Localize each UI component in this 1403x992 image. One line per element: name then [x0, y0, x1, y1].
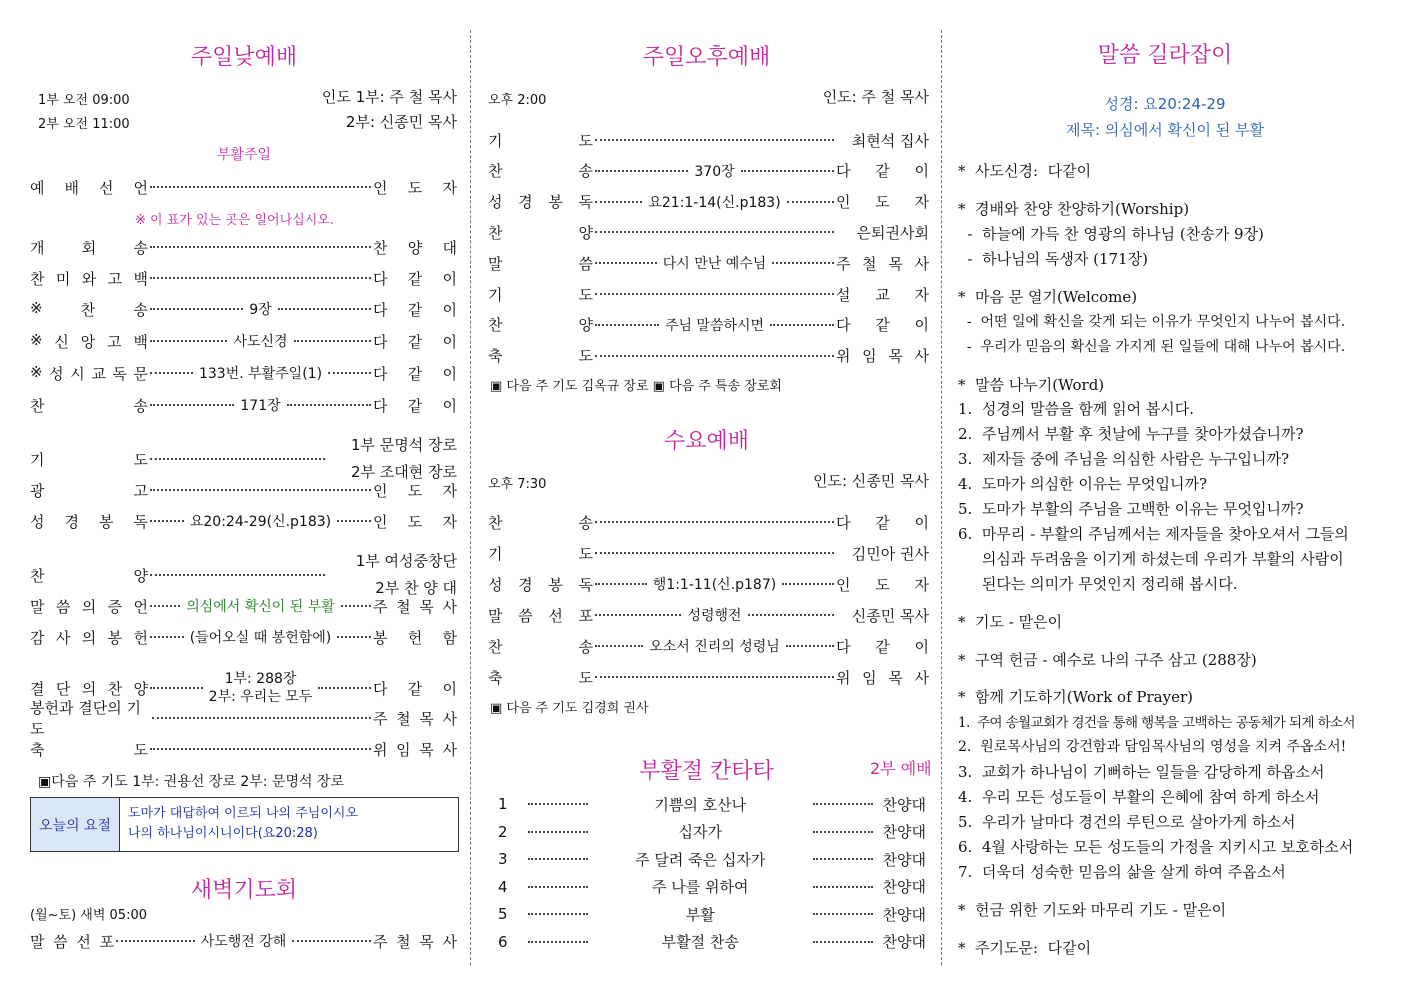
wednesday-title: 수요예배	[663, 429, 749, 454]
afternoon-order-item: 찬 송	[488, 162, 593, 181]
sunday-order-leader-name: 다 같 이	[373, 679, 457, 698]
wednesday-order-item: 찬 송	[488, 637, 593, 656]
sunday-order-item: 광 고	[30, 481, 148, 500]
wednesday-order-leader	[593, 552, 836, 554]
cantata-performer: 찬양대	[882, 878, 926, 896]
sunday-order-leader	[148, 246, 373, 248]
guide-title: 말씀 길라잡이	[1097, 43, 1233, 68]
cantata-performer: 찬양대	[882, 905, 926, 924]
sunday-order-leader	[148, 670, 373, 706]
sunday-order-leader	[148, 363, 373, 383]
sunday-order-leader	[150, 717, 373, 719]
afternoon-order-leader	[593, 355, 836, 357]
dawn-leader-name: 주 철 목 사	[373, 932, 457, 951]
column-divider-2	[941, 30, 942, 965]
wednesday-order-leader	[593, 676, 836, 678]
sunday-order-item: 찬 미 와 고 백	[30, 269, 148, 288]
wednesday-order-item: 찬 송	[488, 513, 593, 532]
cantata-performer: 찬양대	[882, 823, 926, 841]
today-verse-text	[120, 798, 366, 851]
guide-line: - 하나님의 독생자 (171장)	[958, 250, 1148, 268]
afternoon-order-leader	[593, 192, 836, 212]
sunday-order-item: ※ 찬 송	[30, 298, 148, 319]
guide-line: 5. 우리가 날마다 경건의 루틴으로 살아가게 하소서	[958, 813, 1296, 831]
sunday-order-leader	[148, 458, 327, 460]
wednesday-order-leader-name: 김민아 권사	[851, 544, 929, 563]
afternoon-lead: 인도: 주 철 목사	[822, 88, 929, 106]
guide-line: 3. 제자들 중에 주님을 의심한 사람은 누구입니까?	[958, 450, 1290, 468]
afternoon-order-leader	[593, 139, 836, 141]
sunday-order-detail: 9장	[249, 302, 272, 318]
wednesday-order-row	[488, 665, 929, 689]
sunday-order-item: ※ 성 시 교 독 문	[30, 362, 148, 383]
sunday-order-item: 개 회 송	[30, 238, 148, 257]
sunday-order-row	[30, 478, 457, 502]
sunday-order-leader	[148, 574, 327, 576]
cantata-leader	[813, 886, 873, 888]
sunday-order-row	[30, 550, 457, 600]
cantata-leader	[528, 803, 588, 805]
cantata-performer: 찬양대	[882, 850, 926, 869]
guide-line: 7. 더욱더 성숙한 믿음의 삶을 살게 하여 주옵소서	[958, 863, 1286, 881]
afternoon-order-row	[488, 220, 929, 244]
guide-heading: * 경배와 찬양 찬양하기(Worship)	[958, 200, 1190, 218]
guide-heading: * 사도신경: 다같이	[958, 162, 1092, 180]
sunday-order-leader-name: 인 도 자	[373, 512, 457, 531]
wednesday-order-leader	[593, 574, 836, 594]
guide-line: - 하늘에 가득 찬 영광의 하나님 (찬송가 9장)	[958, 225, 1264, 243]
sunday-order-row	[30, 235, 457, 259]
afternoon-order-item: 찬 양	[488, 223, 593, 242]
cantata-leader	[528, 858, 588, 860]
sunday-order-detail: 사도신경	[233, 334, 288, 350]
guide-line: 6. 4월 사랑하는 모든 성도들의 가정을 지키시고 보호하소서	[958, 838, 1354, 856]
cantata-item	[498, 792, 926, 816]
sunday-order-leader-name: 1부 문명석 장로 2부 조대현 장로	[350, 436, 457, 481]
sunday-order-leader	[148, 277, 373, 279]
cantata-tag: 2부 예배	[870, 759, 932, 778]
sunday-order-leader-name: 찬 양 대	[373, 238, 457, 257]
sunday-order-leader	[148, 395, 373, 415]
cantata-item	[498, 820, 926, 844]
wednesday-order-leader-name: 다 같 이	[836, 637, 929, 656]
sunday-order-leader-name: 위 임 목 사	[373, 740, 457, 759]
sunday-order-leader-name: 주 철 목 사	[373, 709, 457, 728]
sunday-order-item: 찬 송	[30, 396, 148, 415]
sunday-order-row	[30, 266, 457, 290]
afternoon-time: 오후 2:00	[488, 93, 547, 108]
afternoon-order-item: 축 도	[488, 347, 593, 366]
cantata-leader	[813, 941, 873, 943]
cantata-leader	[813, 913, 873, 915]
afternoon-order-detail: 370장	[694, 163, 735, 180]
today-verse-box	[30, 797, 459, 852]
cantata-number: 4	[498, 877, 508, 896]
afternoon-order-detail: 요21:1-14(신.p183)	[648, 194, 781, 211]
wednesday-order-item: 말 씀 선 포	[488, 606, 593, 625]
sunday-order-item: 봉헌과 결단의 기도	[30, 699, 141, 738]
sunday-order-item: 축 도	[30, 740, 148, 759]
dawn-time: (월~토) 새벽 05:00	[30, 908, 147, 923]
sunday-order-leader	[148, 299, 373, 319]
cantata-leader	[528, 886, 588, 888]
afternoon-order-leader-name: 최현석 집사	[851, 131, 929, 150]
sunday-order-row	[30, 361, 457, 385]
sunday-order-leader	[148, 489, 373, 491]
wednesday-order-detail: 오소서 진리의 성령님	[649, 639, 780, 655]
guide-line: 의심과 두려움을 이기게 하셨는데 우리가 부활의 사람이	[958, 550, 1344, 568]
lead-2: 2부: 신종민 목사	[345, 113, 457, 131]
guide-heading: * 구역 헌금 - 예수로 나의 구주 삼고 (288장)	[958, 651, 1257, 669]
sunday-order-leader	[148, 627, 373, 647]
wednesday-order-leader-name: 인 도 자	[836, 575, 929, 594]
sunday-order-row	[30, 509, 457, 533]
afternoon-order-leader	[593, 231, 836, 233]
sunday-order-leader-name: 다 같 이	[373, 364, 457, 383]
sunday-order-detail: 171장	[240, 398, 281, 414]
afternoon-order-leader-name: 인 도 자	[836, 193, 929, 212]
dawn-prayer-title: 새벽기도회	[190, 878, 298, 903]
afternoon-order-leader	[593, 161, 836, 181]
sunday-morning-title: 주일낮예배	[190, 45, 298, 70]
guide-topic: 제목: 의심에서 확신이 된 부활	[1065, 121, 1264, 139]
wednesday-order-leader-name: 위 임 목 사	[836, 668, 929, 687]
stand-note: ※ 이 표가 있는 곳은 일어나십시오.	[135, 213, 334, 228]
wednesday-order-row	[488, 634, 929, 658]
sunday-subtitle: 부활주일	[216, 147, 272, 163]
cantata-song: 주 나를 위하여	[652, 878, 749, 896]
sunday-order-item: ※ 신 앙 고 백	[30, 330, 148, 351]
afternoon-order-leader-name: 다 같 이	[836, 316, 929, 335]
guide-line: 된다는 의미가 무엇인지 정리해 봅시다.	[958, 575, 1238, 593]
sunday-order-item: 예 배 선 언	[30, 178, 148, 197]
guide-line: 5. 도마가 부활의 주님을 고백한 이유는 무엇입니까?	[958, 500, 1304, 518]
afternoon-order-row	[488, 344, 929, 368]
wednesday-order-leader	[593, 605, 836, 625]
wednesday-next: ▣ 다음 주 기도 김경희 권사	[490, 701, 649, 716]
cantata-performer: 찬양대	[882, 795, 926, 814]
afternoon-order-leader	[593, 253, 836, 273]
cantata-leader	[813, 831, 873, 833]
wednesday-order-row	[488, 510, 929, 534]
cantata-performer: 찬양대	[882, 933, 926, 951]
cantata-leader	[813, 803, 873, 805]
afternoon-next: ▣ 다음 주 기도 김옥규 장로 ▣ 다음 주 특송 장로회	[490, 379, 782, 394]
wednesday-order-leader	[593, 521, 836, 523]
wednesday-time: 오후 7:30	[488, 477, 547, 492]
sunday-order-detail: 요20:24-29(신.p183)	[189, 514, 332, 530]
afternoon-order-row	[488, 190, 929, 214]
cantata-item	[498, 930, 926, 954]
sunday-order-leader-name: 봉 헌 함	[373, 628, 457, 647]
cantata-leader	[528, 913, 588, 915]
dawn-detail: 사도행전 강해	[200, 934, 287, 950]
wednesday-order-row	[488, 603, 929, 627]
cantata-song: 부활	[685, 905, 715, 924]
cantata-item	[498, 902, 926, 926]
today-verse-line1: 도마가 대답하여 이르되 나의 주님이시오	[128, 806, 359, 821]
wednesday-lead: 인도: 신종민 목사	[812, 472, 929, 490]
cantata-number: 5	[498, 905, 508, 923]
cantata-song: 십자가	[678, 823, 722, 841]
sunday-order-detail: 의심에서 확신이 된 부활	[186, 599, 335, 615]
cantata-number: 2	[498, 822, 508, 841]
afternoon-order-detail: 다시 만난 예수님	[662, 256, 767, 273]
guide-line: - 우리가 믿음의 확신을 가지게 된 일들에 대해 나누어 봅시다.	[958, 339, 1346, 355]
guide-line: 1. 성경의 말씀을 함께 읽어 봅시다.	[958, 400, 1195, 418]
afternoon-order-item: 기 도	[488, 285, 593, 304]
sunday-order-row	[30, 737, 457, 761]
sunday-order-row	[30, 175, 457, 199]
sunday-order-row	[30, 434, 457, 484]
afternoon-order-row	[488, 128, 929, 152]
next-prayer: ▣다음 주 기도 1부: 권용선 장로 2부: 문명석 장로	[38, 774, 344, 790]
cantata-song: 부활절 찬송	[661, 933, 739, 951]
sunday-afternoon-title: 주일오후예배	[642, 45, 771, 70]
wednesday-order-item: 성 경 봉 독	[488, 575, 593, 594]
guide-line: 2. 주님께서 부활 후 첫날에 누구를 찾아가셨습니까?	[958, 425, 1304, 443]
afternoon-order-row	[488, 282, 929, 306]
wednesday-order-detail: 행1:1-11(신.p187)	[652, 577, 777, 593]
cantata-number: 6	[498, 932, 508, 951]
afternoon-order-item: 기 도	[488, 131, 593, 150]
afternoon-order-leader-name: 설 교 자	[836, 285, 929, 304]
afternoon-order-item: 말 씀	[488, 254, 593, 273]
sunday-order-leader-name: 1부 여성중창단 2부 찬 양 대	[355, 552, 457, 597]
guide-heading: * 헌금 위한 기도와 마무리 기도 - 맡은이	[958, 901, 1227, 919]
guide-line: 3. 교회가 하나님이 기뻐하는 일들을 감당하게 하옵소서	[958, 763, 1325, 781]
wednesday-order-leader	[593, 636, 836, 656]
sunday-order-row	[30, 594, 457, 618]
wednesday-order-item: 기 도	[488, 544, 593, 563]
dawn-item: 말 씀 선 포	[30, 932, 114, 951]
today-verse-line2: 나의 하나님이시니이다(요20:28)	[128, 826, 318, 841]
sunday-order-row	[30, 625, 457, 649]
dawn-leader	[114, 931, 373, 951]
afternoon-order-detail: 주님 말씀하시면	[664, 317, 765, 334]
dawn-row	[30, 929, 457, 953]
wednesday-order-leader-name: 신종민 목사	[851, 606, 929, 625]
guide-line: 1. 주여 송월교회가 경건을 통해 행복을 고백하는 공동체가 되게 하소서	[958, 715, 1355, 731]
sunday-order-leader	[148, 331, 373, 351]
sunday-order-leader	[148, 186, 373, 188]
wednesday-order-row	[488, 572, 929, 596]
wednesday-order-item: 축 도	[488, 668, 593, 687]
cantata-item	[498, 847, 926, 871]
guide-heading: * 마음 문 열기(Welcome)	[958, 288, 1138, 306]
sunday-order-leader	[148, 748, 373, 750]
guide-heading: * 주기도문: 다같이	[958, 939, 1092, 957]
today-verse-label: 오늘의 요절	[31, 798, 120, 851]
cantata-leader	[528, 831, 588, 833]
afternoon-order-leader	[593, 293, 836, 295]
cantata-leader	[528, 941, 588, 943]
cantata-number: 3	[498, 850, 508, 868]
afternoon-order-item: 성 경 봉 독	[488, 193, 593, 212]
guide-scripture: 성경: 요20:24-29	[1104, 95, 1226, 113]
time-1: 1부 오전 09:00	[38, 93, 130, 108]
wednesday-order-detail: 성령행전	[687, 608, 742, 624]
sunday-order-leader-name: 다 같 이	[373, 269, 457, 288]
guide-line: 4. 도마가 의심한 이유는 무엇입니까?	[958, 475, 1208, 493]
guide-line: - 어떤 일에 확신을 갖게 되는 이유가 무엇인지 나누어 봅시다.	[958, 314, 1346, 330]
cantata-song: 주 달려 죽은 십자가	[635, 850, 766, 869]
guide-line: 2. 원로목사님의 강건함과 담임목사님의 영성을 지켜 주옵소서!	[958, 739, 1347, 755]
sunday-order-leader-name: 다 같 이	[373, 396, 457, 415]
guide-heading: * 말씀 나누기(Word)	[958, 376, 1105, 394]
cantata-item	[498, 875, 926, 899]
afternoon-order-leader-name: 위 임 목 사	[836, 347, 929, 366]
sunday-order-detail: 133번. 부활주일(1)	[198, 366, 323, 382]
afternoon-order-row	[488, 159, 929, 183]
afternoon-order-leader-name: 은퇴권사회	[856, 223, 929, 242]
cantata-song: 기쁨의 호산나	[654, 795, 747, 814]
time-2: 2부 오전 11:00	[38, 117, 130, 132]
sunday-order-item: 결 단 의 찬 양	[30, 679, 148, 698]
sunday-order-item: 성 경 봉 독	[30, 512, 148, 531]
sunday-order-item: 기 도	[30, 450, 148, 469]
guide-line: 6. 마무리 - 부활의 주님께서는 제자들을 찾아오셔서 그들의	[958, 525, 1349, 543]
wednesday-order-leader-name: 다 같 이	[836, 513, 929, 532]
cantata-leader	[813, 858, 873, 860]
sunday-order-item: 찬 양	[30, 566, 148, 585]
afternoon-order-item: 찬 양	[488, 316, 593, 335]
guide-heading: * 함께 기도하기(Work of Prayer)	[958, 688, 1193, 706]
sunday-order-leader-name: 인 도 자	[373, 178, 457, 197]
afternoon-order-leader	[593, 315, 836, 335]
afternoon-order-leader-name: 주 철 목 사	[836, 254, 929, 273]
cantata-title: 부활절 칸타타	[639, 759, 774, 784]
afternoon-order-row	[488, 251, 929, 275]
sunday-order-item: 말 씀 의 증 언	[30, 597, 148, 616]
column-divider-1	[470, 30, 471, 965]
sunday-order-leader	[148, 596, 373, 616]
sunday-order-row	[30, 699, 457, 738]
lead-1: 인도 1부: 주 철 목사	[321, 88, 457, 106]
sunday-order-detail: 1부: 288장 2부: 우리는 모두	[208, 671, 313, 705]
guide-line: 4. 우리 모든 성도들이 부활의 은혜에 참여 하게 하소서	[958, 788, 1320, 806]
sunday-order-item: 감 사 의 봉 헌	[30, 628, 148, 647]
guide-heading: * 기도 - 맡은이	[958, 613, 1063, 631]
sunday-order-leader	[148, 511, 373, 531]
afternoon-order-row	[488, 313, 929, 337]
wednesday-order-row	[488, 541, 929, 565]
sunday-order-detail: (들어오실 때 봉헌함에)	[189, 630, 332, 646]
sunday-order-leader-name: 주 철 목 사	[373, 597, 457, 616]
sunday-order-row	[30, 329, 457, 353]
sunday-order-leader-name: 다 같 이	[373, 300, 457, 319]
sunday-order-row	[30, 297, 457, 321]
sunday-order-row	[30, 393, 457, 417]
cantata-number: 1	[498, 795, 508, 813]
sunday-order-leader-name: 인 도 자	[373, 481, 457, 500]
afternoon-order-leader-name: 다 같 이	[836, 162, 929, 181]
sunday-order-leader-name: 다 같 이	[373, 332, 457, 351]
